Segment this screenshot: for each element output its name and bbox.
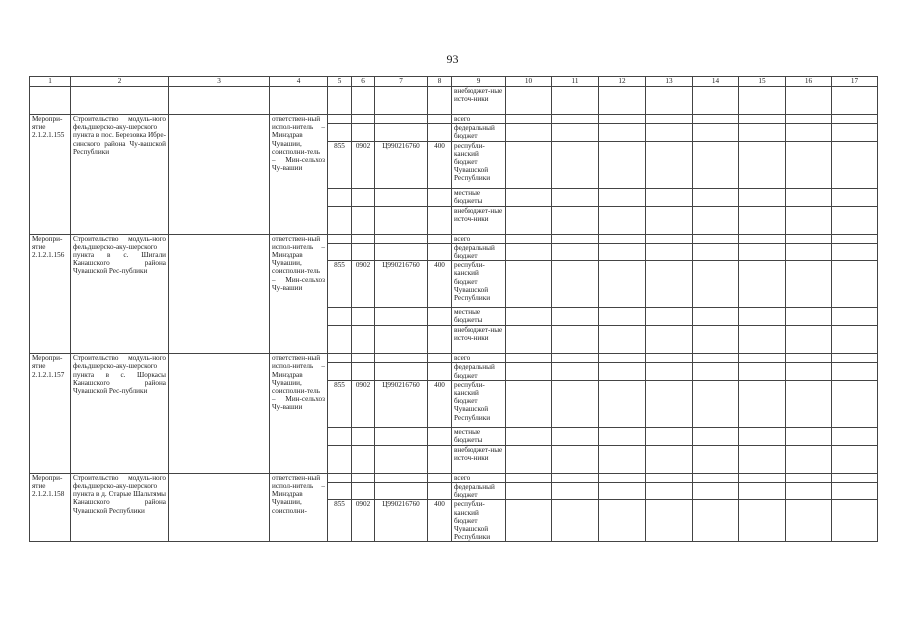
- amount-cell: [552, 363, 599, 380]
- empty-cell: [375, 87, 428, 115]
- amount-cell: [506, 380, 552, 427]
- code-cell: [352, 483, 375, 500]
- amount-cell: [739, 473, 786, 482]
- funding-source-cell: внебюджет-ные источ-ники: [452, 326, 506, 354]
- code-cell: [375, 483, 428, 500]
- amount-cell: [646, 234, 693, 243]
- amount-cell: [739, 87, 786, 115]
- target-indicator-cell: [169, 234, 270, 354]
- amount-cell: [786, 427, 832, 445]
- amount-cell: [646, 500, 693, 542]
- amount-cell: [739, 141, 786, 188]
- code-cell: [352, 115, 375, 124]
- amount-cell: [599, 308, 646, 326]
- vr-code: 400: [428, 141, 452, 188]
- column-header: 15: [739, 77, 786, 87]
- amount-cell: [739, 445, 786, 473]
- funding-source-cell: всего: [452, 115, 506, 124]
- amount-cell: [646, 124, 693, 141]
- amount-cell: [646, 427, 693, 445]
- amount-cell: [506, 243, 552, 260]
- amount-cell: [599, 445, 646, 473]
- amount-cell: [693, 427, 739, 445]
- executor-cell: ответствен-ный испол-нитель – Минздрав Чувашии, соисполни-тель – Мин-сельхоз Чу-вашии: [270, 115, 328, 235]
- amount-cell: [786, 363, 832, 380]
- code-cell: [428, 234, 452, 243]
- target-indicator-cell: [169, 354, 270, 474]
- column-header: 11: [552, 77, 599, 87]
- page-number: 93: [446, 52, 459, 66]
- event-title: Строительство модуль-ного фельдшерско-аку-шерского пункта в с. Шигали Канашского района Чувашской Рес-публики: [71, 234, 169, 354]
- amount-cell: [786, 483, 832, 500]
- amount-cell: [832, 500, 878, 542]
- amount-cell: [552, 115, 599, 124]
- code-cell: [428, 115, 452, 124]
- event-title: Строительство модуль-ного фельдшерско-аку-шерского пункта в д. Старые Шальтямы Канашского района Чувашской Республики: [71, 473, 169, 542]
- amount-cell: [739, 326, 786, 354]
- amount-cell: [552, 483, 599, 500]
- executor-cell: ответствен-ный испол-нитель – Минздрав Чувашии, соисполни-: [270, 473, 328, 542]
- amount-cell: [646, 473, 693, 482]
- amount-cell: [599, 363, 646, 380]
- amount-cell: [786, 243, 832, 260]
- amount-cell: [832, 234, 878, 243]
- amount-cell: [552, 188, 599, 206]
- amount-cell: [832, 124, 878, 141]
- code-cell: [352, 188, 375, 206]
- amount-cell: [552, 500, 599, 542]
- amount-cell: [506, 124, 552, 141]
- funding-source-cell: внебюджет-ные источ-ники: [452, 445, 506, 473]
- amount-cell: [832, 427, 878, 445]
- code-cell: [428, 124, 452, 141]
- amount-cell: [786, 380, 832, 427]
- code-cell: [375, 124, 428, 141]
- amount-cell: [832, 243, 878, 260]
- amount-cell: [786, 234, 832, 243]
- amount-cell: [693, 206, 739, 234]
- funding-source-cell: местные бюджеты: [452, 308, 506, 326]
- amount-cell: [693, 141, 739, 188]
- code-cell: [375, 363, 428, 380]
- amount-cell: [693, 234, 739, 243]
- continuation-row: [30, 87, 878, 115]
- amount-cell: [599, 261, 646, 308]
- amount-cell: [693, 115, 739, 124]
- code-cell: [328, 206, 352, 234]
- code-cell: [328, 124, 352, 141]
- code-cell: [352, 427, 375, 445]
- amount-cell: [739, 234, 786, 243]
- funding-source-cell: федеральный бюджет: [452, 243, 506, 260]
- code-cell: [328, 363, 352, 380]
- code-cell: [352, 445, 375, 473]
- amount-cell: [552, 141, 599, 188]
- amount-cell: [506, 427, 552, 445]
- funding-source-cell: всего: [452, 473, 506, 482]
- grbs-code: 855: [328, 141, 352, 188]
- code-cell: [328, 243, 352, 260]
- empty-cell: [328, 87, 352, 115]
- amount-cell: [646, 188, 693, 206]
- vr-code: 400: [428, 380, 452, 427]
- code-cell: [328, 473, 352, 482]
- vr-code: 400: [428, 500, 452, 542]
- amount-cell: [832, 87, 878, 115]
- amount-cell: [786, 141, 832, 188]
- code-cell: [328, 308, 352, 326]
- funding-source-cell: республи-канский бюджет Чувашской Республики: [452, 500, 506, 542]
- funding-source-cell: местные бюджеты: [452, 188, 506, 206]
- amount-cell: [693, 308, 739, 326]
- code-cell: [375, 427, 428, 445]
- amount-cell: [646, 445, 693, 473]
- amount-cell: [786, 261, 832, 308]
- funding-source-cell: федеральный бюджет: [452, 124, 506, 141]
- column-header: 7: [375, 77, 428, 87]
- column-header: 3: [169, 77, 270, 87]
- amount-cell: [739, 124, 786, 141]
- grbs-code: 855: [328, 380, 352, 427]
- amount-cell: [693, 243, 739, 260]
- code-cell: [428, 206, 452, 234]
- funding-source-cell: федеральный бюджет: [452, 363, 506, 380]
- amount-cell: [506, 141, 552, 188]
- amount-cell: [739, 115, 786, 124]
- code-cell: [428, 473, 452, 482]
- amount-cell: [599, 115, 646, 124]
- amount-cell: [693, 188, 739, 206]
- table-body: [30, 77, 878, 542]
- column-header-row: [30, 77, 878, 87]
- amount-cell: [693, 363, 739, 380]
- amount-cell: [646, 483, 693, 500]
- amount-cell: [599, 243, 646, 260]
- code-cell: [428, 445, 452, 473]
- code-cell: [428, 243, 452, 260]
- amount-cell: [739, 188, 786, 206]
- amount-cell: [646, 261, 693, 308]
- amount-cell: [599, 141, 646, 188]
- amount-cell: [506, 308, 552, 326]
- column-header: 10: [506, 77, 552, 87]
- code-cell: [328, 445, 352, 473]
- amount-cell: [646, 363, 693, 380]
- amount-cell: [693, 483, 739, 500]
- empty-cell: [352, 87, 375, 115]
- amount-cell: [506, 188, 552, 206]
- code-cell: [352, 124, 375, 141]
- amount-cell: [786, 326, 832, 354]
- amount-cell: [832, 354, 878, 363]
- amount-cell: [506, 473, 552, 482]
- funding-source-cell: республи-канский бюджет Чувашской Республики: [452, 261, 506, 308]
- code-cell: [375, 188, 428, 206]
- column-header: 9: [452, 77, 506, 87]
- funding-source-cell: внебюджет-ные источ-ники: [452, 206, 506, 234]
- empty-cell: [169, 87, 270, 115]
- event-row: [30, 354, 878, 363]
- amount-cell: [832, 483, 878, 500]
- amount-cell: [693, 354, 739, 363]
- amount-cell: [832, 261, 878, 308]
- amount-cell: [552, 445, 599, 473]
- code-cell: [328, 326, 352, 354]
- code-cell: [375, 326, 428, 354]
- amount-cell: [552, 427, 599, 445]
- empty-cell: [428, 87, 452, 115]
- amount-cell: [599, 124, 646, 141]
- amount-cell: [552, 206, 599, 234]
- event-title: Строительство модуль-ного фельдшерско-аку-шерского пункта в пос. Березовка Ибре-синского района Чу-вашской Республики: [71, 115, 169, 235]
- funding-source-cell: республи-канский бюджет Чувашской Республики: [452, 380, 506, 427]
- amount-cell: [646, 115, 693, 124]
- amount-cell: [506, 483, 552, 500]
- code-cell: [352, 473, 375, 482]
- amount-cell: [832, 188, 878, 206]
- amount-cell: [786, 354, 832, 363]
- csr-code: Ц990216760: [375, 500, 428, 542]
- amount-cell: [832, 445, 878, 473]
- target-indicator-cell: [169, 473, 270, 542]
- funding-source-cell: местные бюджеты: [452, 427, 506, 445]
- amount-cell: [599, 427, 646, 445]
- code-cell: [428, 427, 452, 445]
- amount-cell: [693, 124, 739, 141]
- code-cell: [428, 483, 452, 500]
- amount-cell: [739, 380, 786, 427]
- amount-cell: [552, 124, 599, 141]
- amount-cell: [739, 261, 786, 308]
- funding-source-cell: республи-канский бюджет Чувашской Республики: [452, 141, 506, 188]
- amount-cell: [646, 308, 693, 326]
- executor-cell: ответствен-ный испол-нитель – Минздрав Чувашии, соисполни-тель – Мин-сельхоз Чу-вашии: [270, 354, 328, 474]
- amount-cell: [552, 380, 599, 427]
- event-code: Меропри-ятие 2.1.2.1.157: [30, 354, 71, 474]
- amount-cell: [506, 354, 552, 363]
- amount-cell: [693, 445, 739, 473]
- code-cell: [375, 473, 428, 482]
- code-cell: [375, 308, 428, 326]
- amount-cell: [693, 87, 739, 115]
- empty-cell: [30, 87, 71, 115]
- empty-cell: [71, 87, 169, 115]
- amount-cell: [599, 206, 646, 234]
- amount-cell: [739, 308, 786, 326]
- amount-cell: [739, 354, 786, 363]
- code-cell: [375, 206, 428, 234]
- amount-cell: [786, 206, 832, 234]
- grbs-code: 855: [328, 261, 352, 308]
- column-header: 6: [352, 77, 375, 87]
- amount-cell: [786, 115, 832, 124]
- rzpr-code: 0902: [352, 261, 375, 308]
- code-cell: [428, 308, 452, 326]
- amount-cell: [552, 234, 599, 243]
- code-cell: [328, 188, 352, 206]
- rzpr-code: 0902: [352, 500, 375, 542]
- funding-source-cell: всего: [452, 234, 506, 243]
- funding-source-cell: всего: [452, 354, 506, 363]
- amount-cell: [506, 206, 552, 234]
- vr-code: 400: [428, 261, 452, 308]
- code-cell: [428, 354, 452, 363]
- amount-cell: [599, 483, 646, 500]
- amount-cell: [832, 473, 878, 482]
- amount-cell: [506, 261, 552, 308]
- funding-source-cell: внебюджет-ные источ-ники: [452, 87, 506, 115]
- amount-cell: [693, 500, 739, 542]
- amount-cell: [832, 308, 878, 326]
- amount-cell: [599, 326, 646, 354]
- event-row: [30, 234, 878, 243]
- amount-cell: [786, 188, 832, 206]
- event-code: Меропри-ятие 2.1.2.1.156: [30, 234, 71, 354]
- event-row: [30, 115, 878, 124]
- amount-cell: [832, 141, 878, 188]
- budget-table: [29, 76, 878, 542]
- code-cell: [428, 363, 452, 380]
- code-cell: [328, 427, 352, 445]
- amount-cell: [739, 363, 786, 380]
- code-cell: [352, 354, 375, 363]
- code-cell: [352, 234, 375, 243]
- amount-cell: [599, 87, 646, 115]
- amount-cell: [693, 261, 739, 308]
- amount-cell: [552, 308, 599, 326]
- amount-cell: [506, 87, 552, 115]
- amount-cell: [739, 206, 786, 234]
- amount-cell: [786, 500, 832, 542]
- amount-cell: [786, 473, 832, 482]
- amount-cell: [506, 500, 552, 542]
- event-title: Строительство модуль-ного фельдшерско-аку-шерского пункта в с. Шоркасы Канашского района Чувашской Рес-публики: [71, 354, 169, 474]
- amount-cell: [832, 380, 878, 427]
- amount-cell: [739, 500, 786, 542]
- column-header: 16: [786, 77, 832, 87]
- amount-cell: [786, 124, 832, 141]
- rzpr-code: 0902: [352, 141, 375, 188]
- amount-cell: [552, 243, 599, 260]
- column-header: 8: [428, 77, 452, 87]
- amount-cell: [693, 473, 739, 482]
- column-header: 4: [270, 77, 328, 87]
- amount-cell: [599, 188, 646, 206]
- code-cell: [328, 115, 352, 124]
- empty-cell: [270, 87, 328, 115]
- amount-cell: [646, 141, 693, 188]
- amount-cell: [786, 308, 832, 326]
- column-header: 12: [599, 77, 646, 87]
- grbs-code: 855: [328, 500, 352, 542]
- column-header: 2: [71, 77, 169, 87]
- column-header: 5: [328, 77, 352, 87]
- column-header: 1: [30, 77, 71, 87]
- code-cell: [328, 234, 352, 243]
- amount-cell: [506, 234, 552, 243]
- amount-cell: [599, 234, 646, 243]
- amount-cell: [552, 261, 599, 308]
- code-cell: [352, 206, 375, 234]
- rzpr-code: 0902: [352, 380, 375, 427]
- code-cell: [328, 354, 352, 363]
- column-header: 14: [693, 77, 739, 87]
- code-cell: [375, 243, 428, 260]
- csr-code: Ц990216760: [375, 141, 428, 188]
- amount-cell: [646, 243, 693, 260]
- column-header: 17: [832, 77, 878, 87]
- funding-source-cell: федеральный бюджет: [452, 483, 506, 500]
- code-cell: [352, 243, 375, 260]
- amount-cell: [599, 500, 646, 542]
- event-code: Меропри-ятие 2.1.2.1.155: [30, 115, 71, 235]
- code-cell: [428, 326, 452, 354]
- amount-cell: [832, 363, 878, 380]
- target-indicator-cell: [169, 115, 270, 235]
- amount-cell: [552, 326, 599, 354]
- code-cell: [352, 363, 375, 380]
- amount-cell: [739, 243, 786, 260]
- amount-cell: [552, 473, 599, 482]
- amount-cell: [506, 115, 552, 124]
- amount-cell: [599, 380, 646, 427]
- amount-cell: [599, 354, 646, 363]
- amount-cell: [832, 206, 878, 234]
- amount-cell: [693, 380, 739, 427]
- event-row: [30, 473, 878, 482]
- amount-cell: [506, 326, 552, 354]
- amount-cell: [786, 87, 832, 115]
- csr-code: Ц990216760: [375, 380, 428, 427]
- code-cell: [352, 326, 375, 354]
- amount-cell: [739, 483, 786, 500]
- code-cell: [375, 354, 428, 363]
- amount-cell: [832, 326, 878, 354]
- amount-cell: [646, 87, 693, 115]
- amount-cell: [506, 445, 552, 473]
- amount-cell: [693, 326, 739, 354]
- amount-cell: [832, 115, 878, 124]
- amount-cell: [506, 363, 552, 380]
- code-cell: [352, 308, 375, 326]
- amount-cell: [786, 445, 832, 473]
- executor-cell: ответствен-ный испол-нитель – Минздрав Чувашии, соисполни-тель – Мин-сельхоз Чу-вашии: [270, 234, 328, 354]
- code-cell: [375, 234, 428, 243]
- amount-cell: [552, 87, 599, 115]
- amount-cell: [646, 326, 693, 354]
- amount-cell: [552, 354, 599, 363]
- column-header: 13: [646, 77, 693, 87]
- amount-cell: [739, 427, 786, 445]
- csr-code: Ц990216760: [375, 261, 428, 308]
- code-cell: [375, 445, 428, 473]
- code-cell: [428, 188, 452, 206]
- amount-cell: [599, 473, 646, 482]
- event-code: Меропри-ятие 2.1.2.1.158: [30, 473, 71, 542]
- code-cell: [328, 483, 352, 500]
- code-cell: [375, 115, 428, 124]
- amount-cell: [646, 206, 693, 234]
- amount-cell: [646, 354, 693, 363]
- amount-cell: [646, 380, 693, 427]
